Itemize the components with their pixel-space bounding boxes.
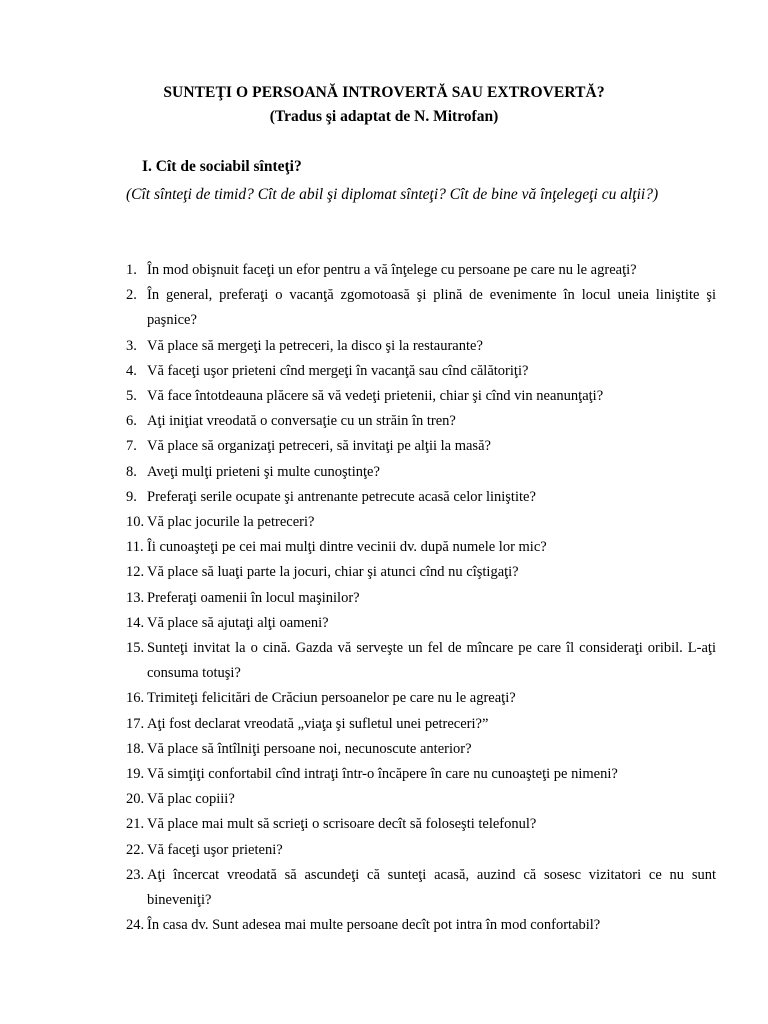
question-number: 22.	[126, 841, 145, 858]
question-item	[126, 359, 716, 384]
question-item	[126, 913, 716, 938]
question-item	[126, 434, 716, 459]
question-number: 7.	[126, 438, 137, 455]
question-item	[126, 838, 716, 863]
question-item	[126, 460, 716, 485]
question-text: Sunteţi invitat la o cină. Gazda vă serveşte un fel de mîncare pe care îl consideraţi oribil. L-aţi consuma totuşi?	[147, 640, 716, 682]
question-text: Vă simţiţi confortabil cînd intraţi într-o încăpere în care nu cunoaşteţi pe nimeni?	[147, 766, 618, 783]
question-item	[126, 384, 716, 409]
question-item	[126, 586, 716, 611]
question-number: 9.	[126, 488, 137, 505]
question-text: Vă plac copiii?	[147, 791, 235, 808]
question-number: 11.	[126, 539, 144, 556]
question-item	[126, 863, 716, 913]
question-number: 6.	[126, 413, 137, 430]
question-number: 10.	[126, 514, 145, 531]
question-number: 8.	[126, 463, 137, 480]
question-text: Vă place să întîlniţi persoane noi, necunoscute anterior?	[147, 740, 472, 757]
question-number: 16.	[126, 690, 145, 707]
question-item	[126, 560, 716, 585]
question-text: Vă faceţi uşor prieteni cînd mergeţi în vacanţă sau cînd călătoriţi?	[147, 362, 529, 379]
question-text: Îi cunoaşteţi pe cei mai mulţi dintre vecinii dv. după numele lor mic?	[147, 539, 547, 556]
question-number: 13.	[126, 589, 145, 606]
question-number: 24.	[126, 917, 145, 934]
question-number: 15.	[126, 640, 145, 657]
question-item	[126, 812, 716, 837]
question-text: Vă place să mergeţi la petreceri, la disco şi la restaurante?	[147, 337, 483, 354]
question-item	[126, 283, 716, 333]
question-text: Vă plac jocurile la petreceri?	[147, 514, 315, 531]
section-heading: I. Cît de sociabil sînteţi?	[142, 158, 302, 175]
question-text: Aţi încercat vreodată să ascundeţi că sunteţi acasă, auzind că sosesc vizitatori ce nu sunt bineveniţi?	[147, 866, 716, 909]
question-text: Aţi iniţiat vreodată o conversaţie cu un străin în tren?	[147, 413, 456, 430]
question-number: 21.	[126, 816, 145, 833]
question-text: În mod obişnuit faceţi un efor pentru a vă înţelege cu persoane pe care nu le agreaţi?	[147, 262, 637, 278]
question-item	[126, 510, 716, 535]
question-item	[126, 636, 716, 686]
question-number: 14.	[126, 614, 145, 631]
question-item	[126, 737, 716, 762]
question-text: Preferaţi serile ocupate şi antrenante petrecute acasă celor liniştite?	[147, 488, 536, 505]
question-text: Vă faceţi uşor prieteni?	[147, 841, 283, 858]
question-item	[126, 409, 716, 434]
question-number: 4.	[126, 362, 137, 379]
question-number: 5.	[126, 388, 137, 405]
question-number: 17.	[126, 715, 145, 732]
question-number: 20.	[126, 791, 145, 808]
question-list	[126, 258, 716, 938]
document-subtitle: (Tradus şi adaptat de N. Mitrofan)	[269, 108, 499, 125]
question-text: Aveţi mulţi prieteni şi multe cunoştinţe?	[147, 463, 380, 480]
question-text: În general, preferaţi o vacanţă zgomotoasă şi plină de evenimente în locul uneia liniştite şi paşnice?	[147, 287, 716, 329]
section-intro: (Cît sînteţi de timid? Cît de abil şi diplomat sînteţi? Cît de bine vă înţelegeţi cu alţii?)	[126, 186, 659, 203]
question-text: Vă place să organizaţi petreceri, să invitaţi pe alţii la masă?	[147, 438, 491, 455]
question-text: Vă place mai mult să scrieţi o scrisoare decît să foloseşti telefonul?	[147, 816, 537, 833]
question-number: 19.	[126, 766, 145, 783]
question-item	[126, 535, 716, 560]
document-title: SUNTEŢI O PERSOANĂ INTROVERTĂ SAU EXTROVERTĂ?	[163, 84, 605, 101]
question-item	[126, 258, 716, 283]
question-number: 23.	[126, 866, 145, 883]
question-item	[126, 686, 716, 711]
question-item	[126, 611, 716, 636]
question-number: 18.	[126, 740, 145, 757]
question-item	[126, 485, 716, 510]
question-item	[126, 787, 716, 812]
question-item	[126, 762, 716, 787]
question-number: 3.	[126, 337, 137, 354]
question-item	[126, 712, 716, 737]
question-text: În casa dv. Sunt adesea mai multe persoane decît pot intra în mod confortabil?	[147, 917, 601, 934]
question-number: 1.	[126, 262, 137, 278]
question-text: Vă place să luaţi parte la jocuri, chiar şi atunci cînd nu cîştigaţi?	[147, 564, 519, 581]
question-number: 12.	[126, 564, 145, 581]
question-text: Preferaţi oamenii în locul maşinilor?	[147, 589, 360, 606]
question-number: 2.	[126, 287, 137, 304]
question-text: Vă place să ajutaţi alţi oameni?	[147, 614, 329, 631]
question-text: Trimiteţi felicitări de Crăciun persoanelor pe care nu le agreaţi?	[147, 690, 516, 707]
question-text: Vă face întotdeauna plăcere să vă vedeţi prietenii, chiar şi cînd vin neanunţaţi?	[147, 388, 604, 405]
question-item	[126, 334, 716, 359]
question-text: Aţi fost declarat vreodată „viaţa şi sufletul unei petreceri?”	[147, 715, 489, 732]
